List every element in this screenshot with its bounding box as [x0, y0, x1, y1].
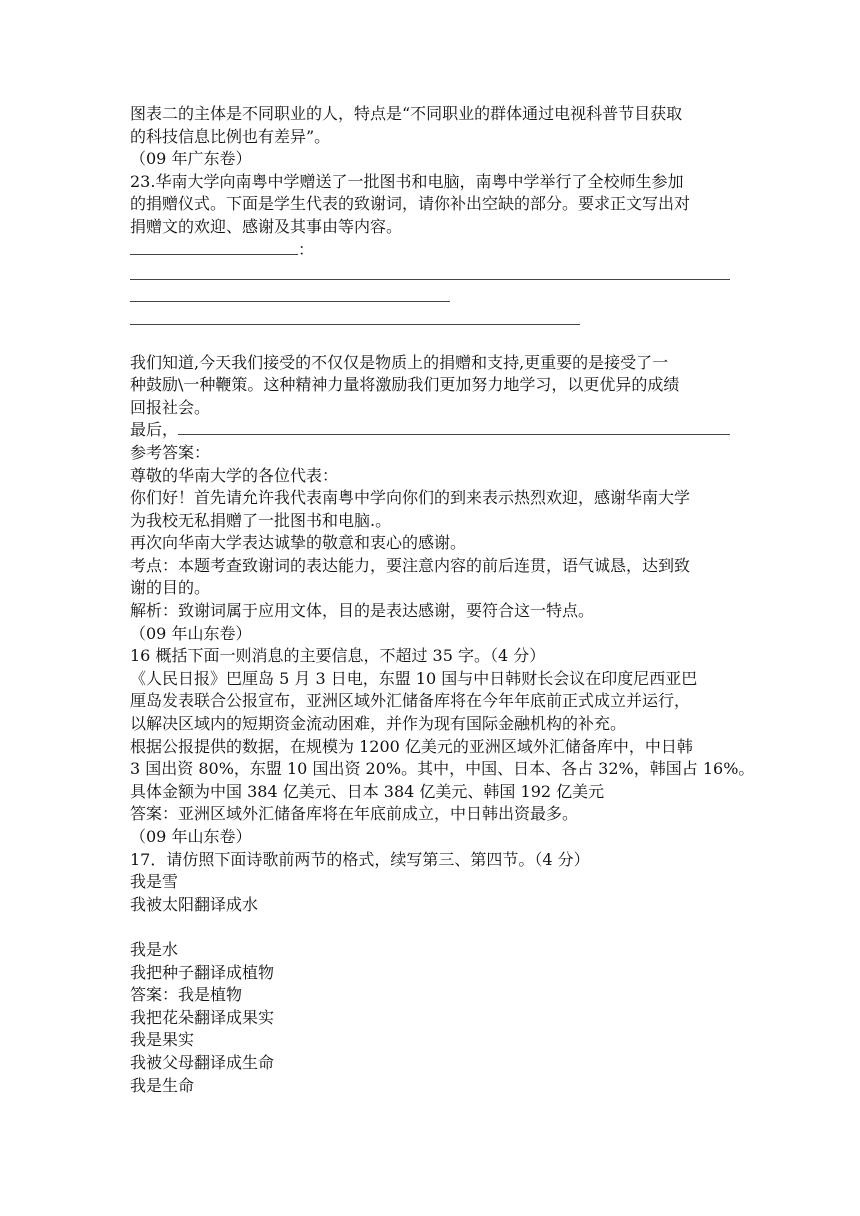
text-line: 厘岛发表联合公报宣布，亚洲区域外汇储备库将在今年年底前正式成立并运行， [130, 691, 691, 711]
text-line: 你们好！首先请允许我代表南粤中学向你们的到来表示热烈欢迎，感谢华南大学 [130, 488, 691, 508]
spacer [130, 916, 730, 939]
text-line: 3 国出资 80%，东盟 10 国出资 20%。其中，中国、日本、各占 32%，韩国占 16%。 [130, 759, 755, 779]
text-line: 种鼓励\一种鞭策。这种精神力量将激励我们更加努力地学习，以更优异的成绩 [130, 375, 680, 395]
answer-blank-2[interactable] [130, 284, 730, 307]
text-line: 以解决区域内的短期资金流动困难，并作为现有国际金融机构的补充。 [130, 714, 627, 734]
text-line: 为我校无私捐赠了一批图书和电脑.。 [130, 510, 392, 530]
text-line: 图表二的主体是不同职业的人，特点是“不同职业的群体通过电视科普节目获取 [130, 104, 683, 123]
poem-line: 我是雪 [130, 872, 179, 892]
salutation-fill-rule [130, 240, 298, 255]
poem-line: 我把种子翻译成植物 [130, 962, 275, 982]
text-line: 根据公报提供的数据，在规模为 1200 亿美元的亚洲区域外汇储备库中，中日韩 [130, 736, 693, 756]
poem-line: 我被父母翻译成生命 [130, 1052, 275, 1072]
text-line: 再次向华南大学表达诚挚的敬意和衷心的感谢。 [130, 533, 467, 553]
closing-fill-rule [178, 420, 730, 435]
text-line: 具体金额为中国 384 亿美元、日本 384 亿美元、韩国 192 亿美元 [130, 781, 605, 801]
poem-line: 我是水 [130, 939, 179, 959]
question-16: 16 概括下面一则消息的主要信息，不超过 35 字。（4 分） [130, 646, 546, 666]
source-note: （09 年广东卷） [130, 149, 252, 169]
source-note: （09 年山东卷） [130, 827, 252, 846]
poem-line: 我是生命 [130, 1075, 195, 1095]
salutation-blank[interactable] [130, 239, 730, 262]
text-line: 回报社会。 [130, 397, 211, 417]
answer-heading: 参考答案： [130, 442, 211, 462]
salutation-colon: ： [298, 239, 315, 259]
document-page [130, 103, 755, 1097]
poem-line: 我把花朵翻译成果实 [130, 1007, 275, 1027]
poem-line: 我被太阳翻译成水 [130, 894, 259, 914]
poem-line: 我是果实 [130, 1030, 195, 1050]
answer-blank-3[interactable] [130, 306, 730, 329]
text-line: 谢的目的。 [130, 578, 211, 598]
poem-line: 答案：我是植物 [130, 985, 243, 1005]
question-17: 17．请仿照下面诗歌前两节的格式，续写第三、第四节。（4 分） [130, 849, 590, 869]
answer-fill-rule [130, 324, 580, 325]
closing-prefix: 最后， [130, 420, 179, 440]
text-line: 我们知道,今天我们接受的不仅仅是物质上的捐赠和支持,更重要的是接受了一 [130, 352, 669, 372]
text-line: 的科技信息比例也有差异”。 [130, 126, 331, 146]
text-line: 捐赠文的欢迎、感谢及其事由等内容。 [130, 216, 403, 236]
answer-fill-rule [130, 301, 450, 302]
closing-blank[interactable] [130, 419, 730, 442]
text-line: 尊敬的华南大学的各位代表： [130, 465, 339, 485]
text-line: 解析：致谢词属于应用文体，目的是表达感谢，要符合这一特点。 [130, 601, 595, 621]
answer-fill-rule [130, 279, 730, 280]
source-note: （09 年山东卷） [130, 623, 252, 643]
spacer [130, 329, 730, 352]
text-line: 考点：本题考查致谢词的表达能力，要注意内容的前后连贯，语气诚恳，达到致 [130, 555, 691, 575]
question-23: 23.华南大学向南粤中学赠送了一批图书和电脑，南粤中学举行了全校师生参加 [130, 171, 684, 191]
answer-blank-1[interactable] [130, 261, 730, 284]
text-line: 《人民日报》巴厘岛 5 月 3 日电，东盟 10 国与中日韩财长会议在印度尼西亚巴 [130, 668, 698, 688]
text-line: 的捐赠仪式。下面是学生代表的致谢词，请你补出空缺的部分。要求正文写出对 [130, 194, 691, 214]
text-line: 答案：亚洲区域外汇储备库将在年底前成立，中日韩出资最多。 [130, 804, 579, 824]
